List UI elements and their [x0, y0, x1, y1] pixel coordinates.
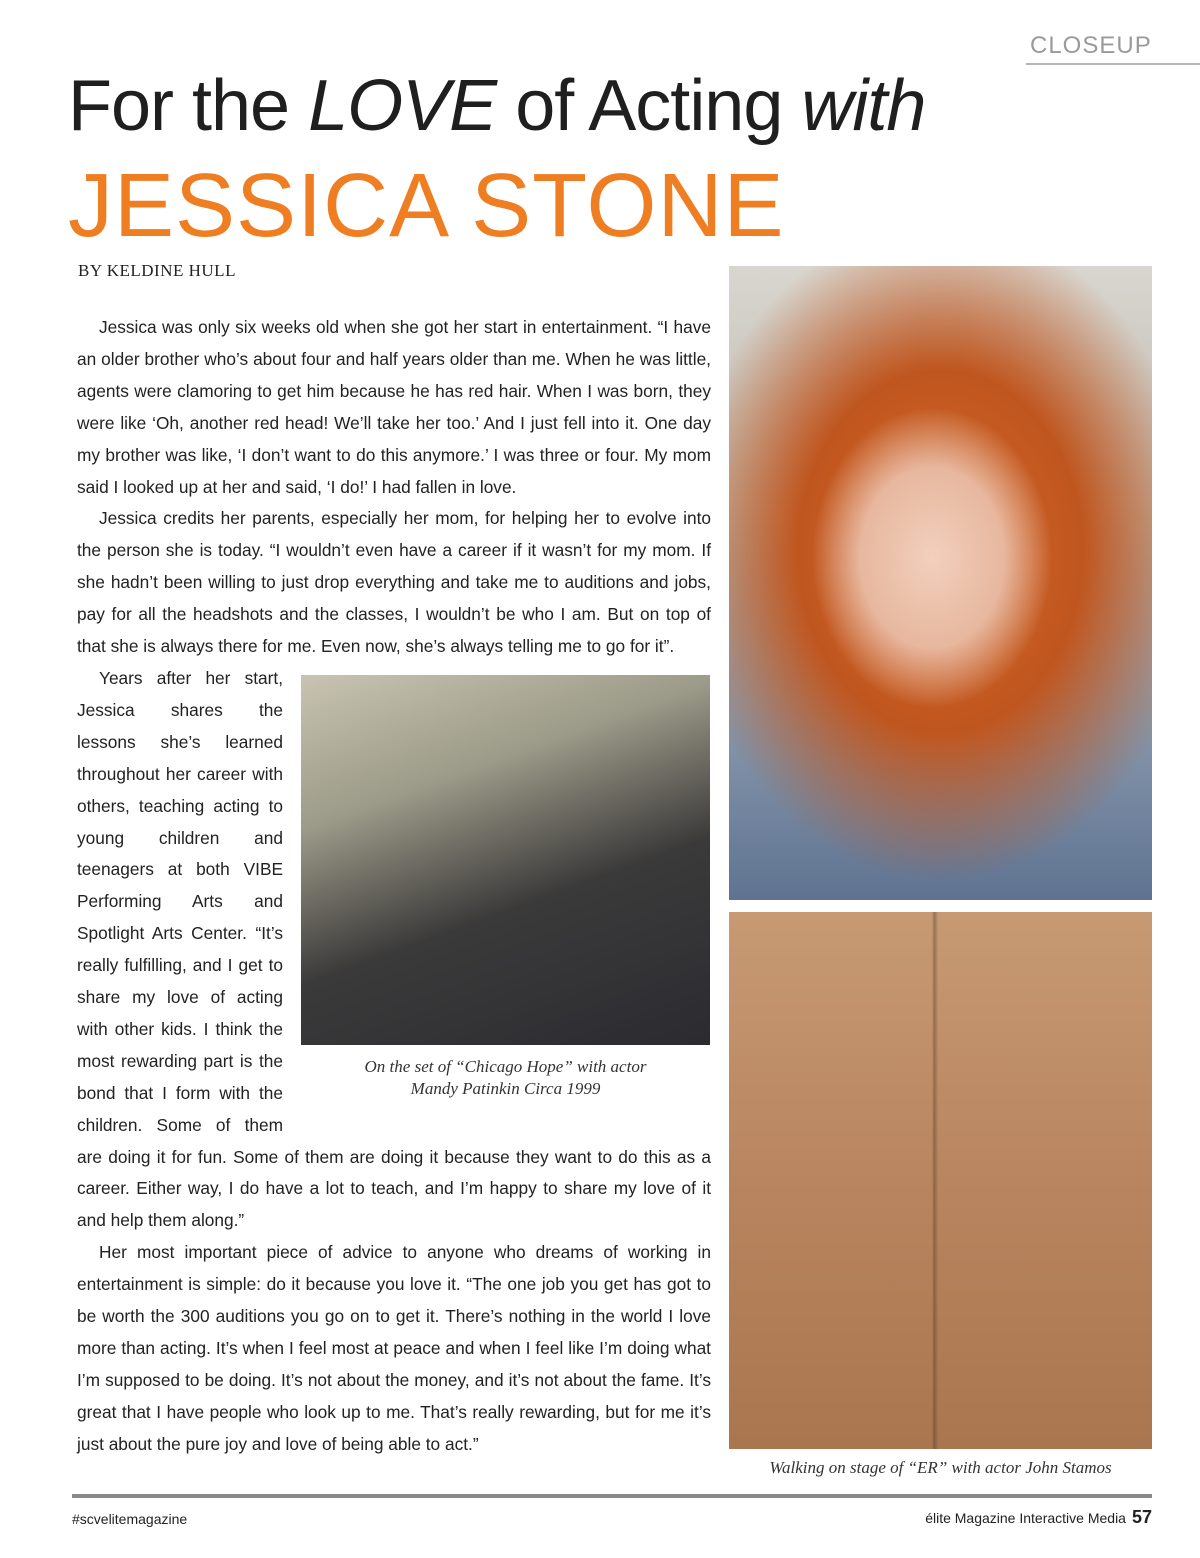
- footer-rule: [72, 1494, 1152, 1498]
- er-set-photo: [729, 912, 1152, 1449]
- footer-publication-name: élite Magazine Interactive Media: [925, 1510, 1126, 1526]
- portrait-photo: [729, 266, 1152, 900]
- paragraph-2: Jessica credits her parents, especially her mom, for helping her to evolve into the person she is today. “I wouldn’t even have a career if it wasn’t for my mom. If she hadn’t been willing to just drop everything and take me to auditions and jobs, pay for all the headshots and the classes, I wouldn’t be who I am. But on top of that she is always there for me. Even now, she’s always telling me to go for it”.: [77, 508, 711, 657]
- inset-caption-line1: On the set of “Chicago Hope” with actor: [364, 1056, 647, 1076]
- headline-love: LOVE: [308, 66, 497, 146]
- footer-hashtag: #scvelitemagazine: [72, 1511, 188, 1527]
- inset-caption-line2: Mandy Patinkin Circa 1999: [410, 1078, 601, 1098]
- er-caption: Walking on stage of “ER” with actor John Stamos: [769, 1458, 1112, 1477]
- footer-publication: [925, 1507, 1152, 1528]
- inset-caption: [301, 1056, 710, 1100]
- paragraph-3: Years after her start, Jessica shares the lessons she’s learned throughout her career with others, teaching acting to young children and teenagers at both VIBE Performing Arts and Spotlight Arts Center. “It’s really fulfilling, and I get to share my love of acting with other kids. I think the most rewarding part is the bond that I form with the children. Some of them are doing it for fun. Some of them are doing it because they want to do this as a career. Either way, I do have a lot to teach, and I’m happy to share my love of it and help them along.”: [77, 667, 711, 1231]
- headline-part2: of Acting: [496, 66, 802, 146]
- headline-name: JESSICA STONE: [68, 156, 785, 256]
- section-rule: [1026, 63, 1200, 65]
- section-label: CLOSEUP: [1030, 32, 1152, 59]
- paragraph-1: Jessica was only six weeks old when she got her start in entertainment. “I have an older brother who’s about four and half years older than me. When he was little, agents were clamoring to get him because he has red hair. When I was born, they were like ‘Oh, another red head! We’ll take her too.’ And I just fell into it. One day my brother was like, ‘I don’t want to do this anymore.’ I was three or four. My mom said I looked up at her and said, ‘I do!’ I had fallen in love.: [77, 317, 711, 497]
- byline: BY KELDINE HULL: [78, 261, 236, 280]
- headline-with: with: [801, 66, 926, 146]
- headline-part1: For the: [68, 66, 309, 146]
- paragraph-4: Her most important piece of advice to anyone who dreams of working in entertainment is simple: do it because you love it. “The one job you get has got to be worth the 300 auditions you go on to get it. There’s nothing in the world I love more than acting. It’s when I feel most at peace and when I feel like I’m doing what I’m supposed to be doing. It’s not about the money, and it’s not about the fame. It’s great that I have people who look up to me. That’s really rewarding, but for me it’s just about the pure joy and love of being able to act.”: [77, 1242, 711, 1454]
- headline: [68, 64, 925, 148]
- inset-figure: [301, 663, 711, 1118]
- page-number: 57: [1131, 1507, 1152, 1527]
- chicago-hope-photo: [301, 675, 710, 1045]
- article-body: [77, 312, 711, 1461]
